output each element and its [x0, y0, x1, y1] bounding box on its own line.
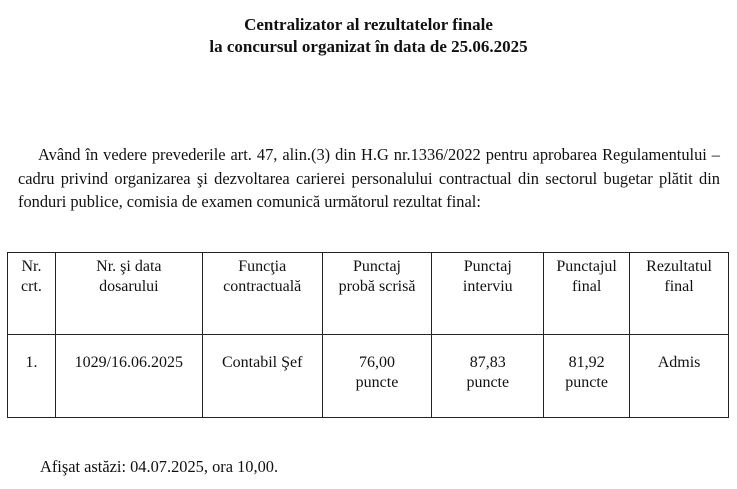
cell-punctaj-interviu [432, 335, 544, 418]
header-punctaj-scris [322, 253, 432, 335]
results-table [7, 252, 729, 418]
score-unit: puncte [466, 374, 510, 391]
header-text: Punctaj [353, 258, 401, 275]
header-text: Punctaj [463, 258, 512, 275]
header-text: contractuală [223, 278, 302, 295]
cell-dosar: 1029/16.06.2025 [55, 335, 202, 418]
score-value: 87,83 [469, 354, 506, 371]
header-functia [202, 253, 322, 335]
header-text: interviu [462, 278, 513, 295]
table-header-row [8, 253, 729, 335]
header-text: Nr. şi data [96, 258, 162, 275]
header-text: Nr. [21, 258, 42, 275]
cell-punctaj-final [544, 335, 630, 418]
score-value: 76,00 [359, 354, 395, 371]
header-text: probă scrisă [338, 278, 416, 295]
header-text: final [571, 278, 602, 295]
posting-date: Afişat astăzi: 04.07.2025, ora 10,00. [40, 457, 279, 476]
cell-functia: Contabil Şef [202, 335, 322, 418]
header-punctaj-interviu [432, 253, 544, 335]
score-unit: puncte [565, 374, 608, 391]
header-text: dosarului [99, 278, 159, 295]
title-line-1: Centralizator al rezultatelor finale [244, 15, 493, 34]
cell-punctaj-scris [322, 335, 432, 418]
header-text: final [664, 278, 694, 295]
header-dosar [55, 253, 202, 335]
header-rezultat [630, 253, 729, 335]
header-text: crt. [21, 278, 42, 295]
header-text: Funcţia [238, 258, 287, 275]
header-text: Punctajul [556, 258, 617, 275]
header-punctaj-final [544, 253, 630, 335]
cell-nr: 1. [8, 335, 56, 418]
document-title [0, 14, 737, 58]
intro-paragraph: Având în vedere prevederile art. 47, alin.(3) din H.G nr.1336/2022 pentru aprobarea Regulamentului – cadru privind organizarea şi dezvoltarea carierei personalului contractual din sectorul bugetar plătit din fonduri publice, comisia de examen comunică următorul rezultat final: [18, 145, 720, 211]
cell-rezultat: Admis [630, 335, 729, 418]
score-unit: puncte [355, 374, 399, 391]
header-nr-crt [8, 253, 56, 335]
header-text: Rezultatul [646, 258, 712, 275]
table-row [8, 335, 729, 418]
title-line-2: la concursul organizat în data de 25.06.2025 [209, 37, 528, 56]
score-value: 81,92 [568, 354, 605, 371]
